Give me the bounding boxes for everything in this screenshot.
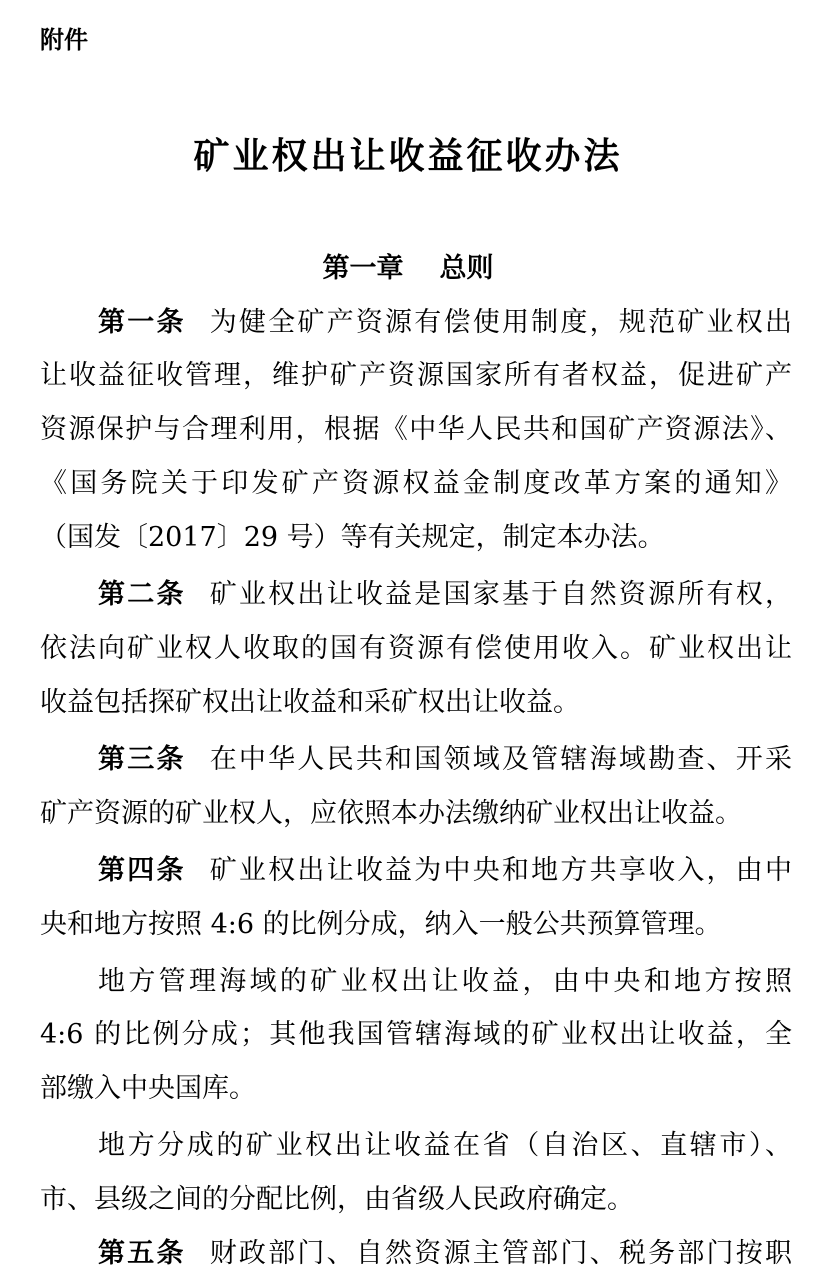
attachment-label: 附件: [40, 26, 88, 54]
article-3-line-2: 矿产资源的矿业权人，应依照本办法缴纳矿业权出让收益。: [40, 798, 742, 829]
chapter-heading: [0, 246, 816, 285]
article-1-line-3: 资源保护与合理利用，根据《中华人民共和国矿产资源法》、: [40, 414, 792, 445]
article-4-para-2-line-2: 4:6 的比例分成；其他我国管辖海域的矿业权出让收益，全: [40, 1019, 792, 1050]
article-4-label: 第四条: [98, 855, 186, 886]
article-2-text: 矿业权出让收益是国家基于自然资源所有权，: [209, 579, 793, 610]
article-4-line-1: [98, 851, 792, 891]
article-4-line-2: 央和地方按照 4:6 的比例分成，纳入一般公共预算管理。: [40, 909, 722, 940]
document-title: 矿业权出让收益征收办法: [193, 136, 623, 177]
article-5-line-1: [98, 1234, 792, 1274]
chapter-name: 总则: [439, 253, 494, 284]
article-2-line-2: 依法向矿业权人收取的国有资源有偿使用收入。矿业权出让: [40, 633, 792, 664]
article-1-label: 第一条: [98, 307, 186, 338]
article-2-label: 第二条: [98, 579, 186, 610]
article-3-line-1: [98, 740, 792, 780]
article-5-label: 第五条: [98, 1238, 186, 1269]
article-4-para-2-line-3: 部缴入中央国库。: [40, 1073, 256, 1104]
article-4-para-2-line-1: 地方管理海域的矿业权出让收益，由中央和地方按照: [98, 966, 792, 997]
article-4-text: 矿业权出让收益为中央和地方共享收入，由中: [209, 855, 793, 886]
article-2-line-3: 收益包括探矿权出让收益和采矿权出让收益。: [40, 687, 580, 718]
article-3-text: 在中华人民共和国领域及管辖海域勘查、开采: [209, 744, 793, 775]
article-3-label: 第三条: [98, 744, 186, 775]
article-1-text: 为健全矿产资源有偿使用制度，规范矿业权出: [209, 307, 793, 338]
article-1-line-1: [98, 303, 792, 343]
article-1-line-4: 《国务院关于印发矿产资源权益金制度改革方案的通知》: [40, 468, 792, 499]
article-4-para-3-line-2: 市、县级之间的分配比例，由省级人民政府确定。: [40, 1184, 634, 1215]
article-4-para-3-line-1: 地方分成的矿业权出让收益在省（自治区、直辖市）、: [98, 1130, 792, 1161]
article-5-text: 财政部门、自然资源主管部门、税务部门按职: [209, 1238, 793, 1269]
article-2-line-1: [98, 575, 792, 615]
article-1-line-2: 让收益征收管理，维护矿产资源国家所有者权益，促进矿产: [40, 360, 792, 391]
article-1-line-5: （国发〔2017〕29 号）等有关规定，制定本办法。: [40, 522, 665, 553]
chapter-number: 第一章: [322, 253, 404, 284]
